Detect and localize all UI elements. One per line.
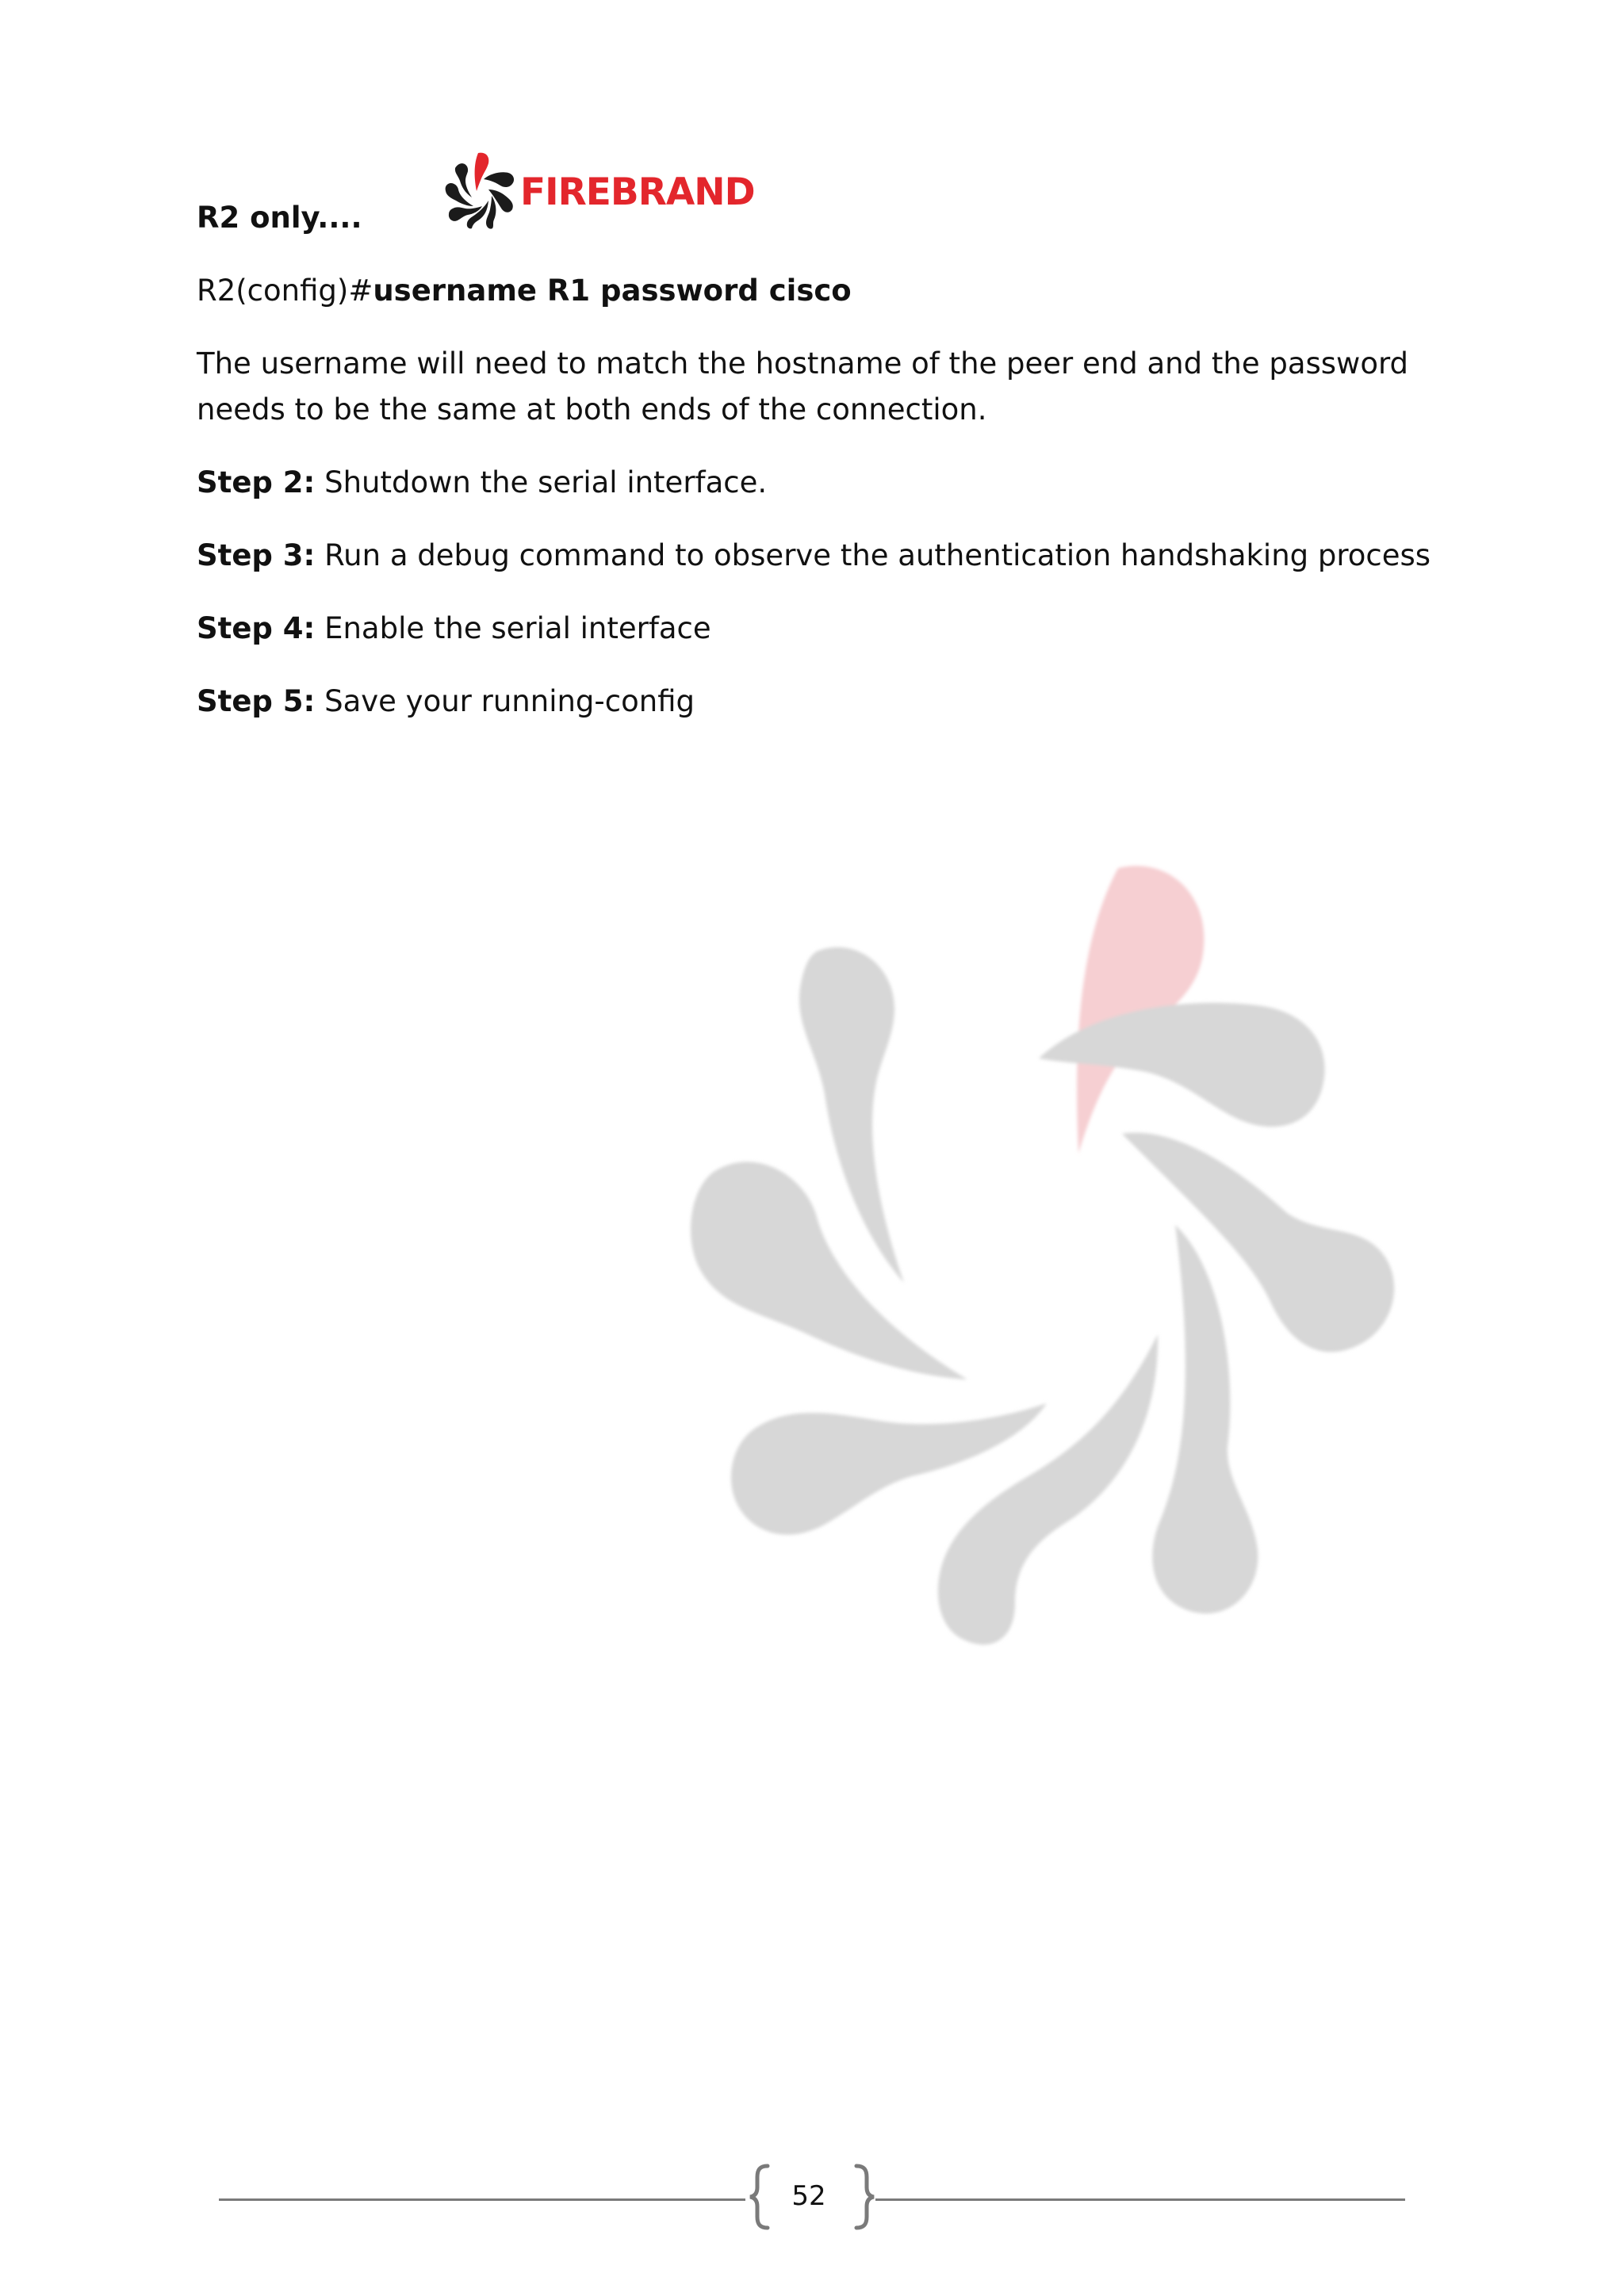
footer-left-rule [219, 2198, 745, 2201]
step-text: Enable the serial interface [315, 611, 711, 645]
step-label: Step 2: [197, 465, 316, 499]
right-brace-icon [847, 2163, 879, 2231]
step-text: Run a debug command to observe the authentication handshaking process [315, 538, 1431, 572]
step-text: Save your running-config [315, 684, 695, 718]
command-line [197, 268, 1434, 314]
section-heading: R2 only.... [197, 201, 362, 235]
command-text: username R1 password cisco [373, 274, 852, 308]
step-3 [197, 533, 1434, 579]
logo-text: FIREBRAND [520, 170, 755, 214]
step-5 [197, 679, 1434, 725]
step-4 [197, 606, 1434, 652]
step-label: Step 3: [197, 538, 316, 572]
firebrand-spiral-watermark-icon [682, 856, 1411, 1649]
command-prefix: R2(config)# [197, 274, 373, 308]
step-2 [197, 460, 1434, 506]
step-label: Step 5: [197, 684, 316, 718]
step-text: Shutdown the serial interface. [315, 465, 768, 499]
step-label: Step 4: [197, 611, 316, 645]
page-number: 52 [791, 2180, 826, 2212]
main-content [197, 195, 1434, 752]
left-brace-icon [745, 2163, 777, 2231]
explanation-text: The username will need to match the hostname of the peer end and the password needs to be the same at both ends of the connection. [197, 346, 1409, 427]
page-footer [219, 2164, 1405, 2233]
footer-right-rule [875, 2198, 1405, 2201]
